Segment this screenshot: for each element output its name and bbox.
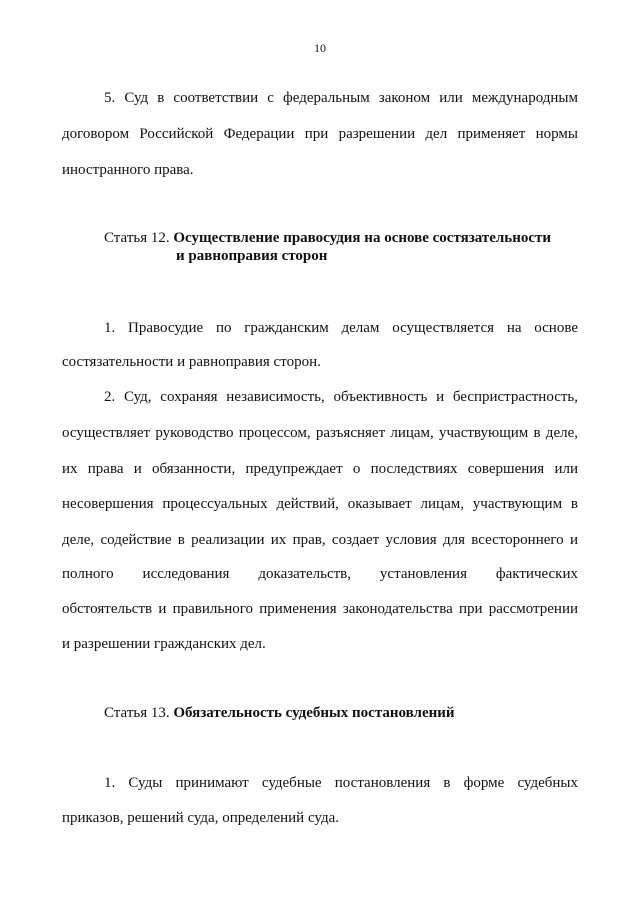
a13-p1-line-1: 1. Суды принимают судебные постановления в форме судебных <box>104 775 578 791</box>
a12-p2-line-1: 2. Суд, сохраняя независимость, объективность и беспристрастность, <box>104 389 578 405</box>
article-12-heading <box>104 228 551 248</box>
article-12-title: Осуществление правосудия на основе состязательности <box>173 230 552 246</box>
article-13-prefix: Статья 13. <box>104 705 170 721</box>
article-12-prefix: Статья 12. <box>104 230 170 246</box>
a13-p1-line-2: приказов, решений суда, определений суда. <box>62 810 340 826</box>
page-number: 10 <box>314 41 326 55</box>
a12-p2-line-2: осуществляет руководство процессом, разъясняет лицам, участвующим в деле, <box>62 425 578 441</box>
a12-p2-line-5: деле, содействие в реализации их прав, создает условия для всестороннего и <box>62 532 578 548</box>
article-13-heading <box>104 703 455 723</box>
p5-line-1: 5. Суд в соответствии с федеральным законом или международным <box>104 90 578 106</box>
article-13-title: Обязательность судебных постановлений <box>173 705 455 721</box>
a12-p2-line-4: несовершения процессуальных действий, оказывает лицам, участвующим в <box>62 496 578 512</box>
article-12-title-continued: и равноправия сторон <box>176 248 328 264</box>
a12-p1-line-2: состязательности и равноправия сторон. <box>62 354 321 370</box>
a12-p2-line-7: обстоятельств и правильного применения законодательства при рассмотрении <box>62 601 578 617</box>
a12-p2-line-8: и разрешении гражданских дел. <box>62 636 266 652</box>
p5-line-3: иностранного права. <box>62 162 194 178</box>
a12-p1-line-1: 1. Правосудие по гражданским делам осуществляется на основе <box>104 320 578 336</box>
a12-p2-line-3: их права и обязанности, предупреждает о последствиях совершения или <box>62 461 578 477</box>
p5-line-2: договором Российской Федерации при разрешении дел применяет нормы <box>62 126 578 142</box>
a12-p2-line-6: полного исследования доказательств, установления фактических <box>62 566 578 582</box>
